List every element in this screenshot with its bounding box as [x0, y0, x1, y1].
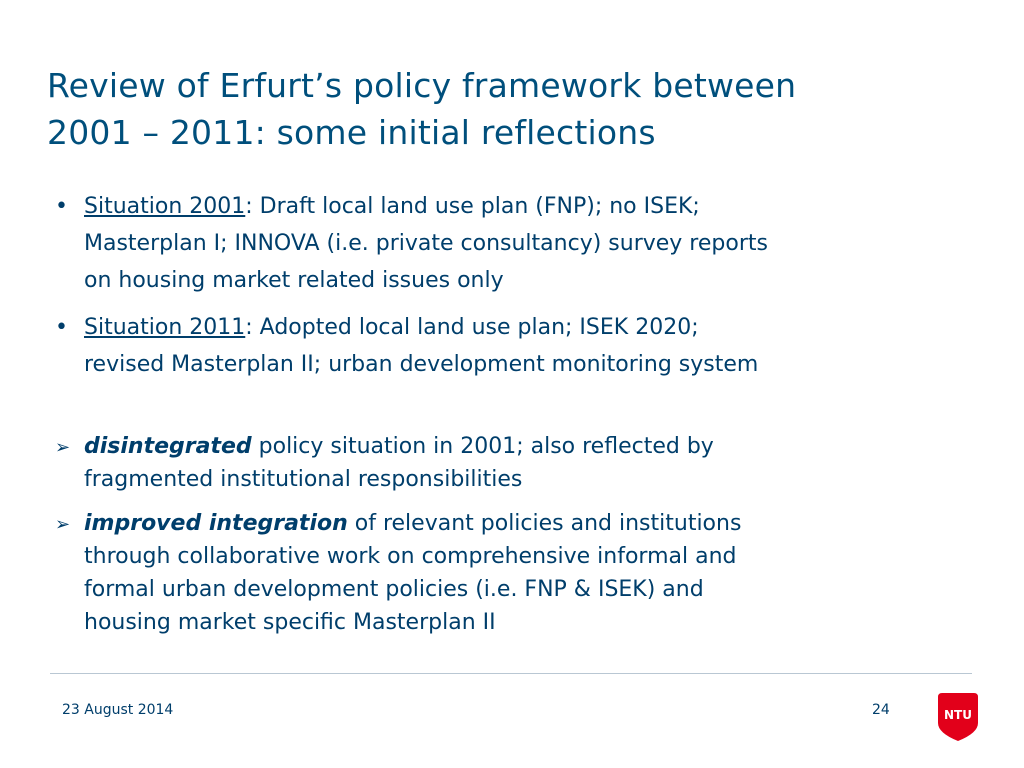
bullet-text-line: revised Masterplan II; urban development monitoring system [84, 352, 759, 377]
bullet-label-situation-2001: Situation 2001 [84, 194, 246, 219]
arrow-point-emphasis: disintegrated [84, 434, 252, 459]
arrow-point-emphasis: improved integration [84, 511, 348, 536]
bullet-text-line: on housing market related issues only [84, 268, 504, 293]
bullet-text-line: : Draft local land use plan (FNP); no ISEK; [245, 194, 700, 219]
arrow-point-text-line: fragmented institutional responsibilities [84, 467, 523, 492]
bullet-label-situation-2011: Situation 2011 [84, 315, 246, 340]
arrow-point-text-line: formal urban development policies (i.e. FNP & ISEK) and [84, 577, 704, 602]
bullet-marker: • [55, 194, 68, 219]
bullet-text-line: Masterplan I; INNOVA (i.e. private consultancy) survey reports [84, 231, 768, 256]
arrow-point-improved-integration [55, 507, 1000, 639]
footer-date: 23 August 2014 [62, 702, 174, 718]
ntu-logo-icon [938, 693, 978, 741]
bullet-situation-2011 [55, 309, 1000, 383]
slide-title [47, 62, 997, 156]
slide-content [55, 188, 1000, 639]
arrow-point-text-line: policy situation in 2001; also reflected by [251, 434, 714, 459]
arrow-point-disintegrated [55, 430, 1000, 496]
bullet-text-line: : Adopted local land use plan; ISEK 2020; [245, 315, 699, 340]
arrow-point-text-line: of relevant policies and institutions [347, 511, 742, 536]
arrow-bullet-icon: ➢ [55, 437, 71, 458]
bullet-situation-2001 [55, 188, 1000, 299]
ntu-logo-shape [938, 693, 978, 741]
arrow-point-text-line: housing market specific Masterplan II [84, 610, 496, 635]
bullet-marker: • [55, 315, 68, 340]
footer-divider [50, 673, 972, 674]
arrow-bullet-icon: ➢ [55, 514, 71, 535]
page-number: 24 [872, 702, 890, 718]
slide-title-line-1: Review of Erfurt’s policy framework between [47, 66, 797, 105]
ntu-logo-text: NTU [944, 708, 972, 722]
slide-title-line-2: 2001 – 2011: some initial reflections [47, 113, 656, 152]
arrow-point-text-line: through collaborative work on comprehensive informal and [84, 544, 737, 569]
